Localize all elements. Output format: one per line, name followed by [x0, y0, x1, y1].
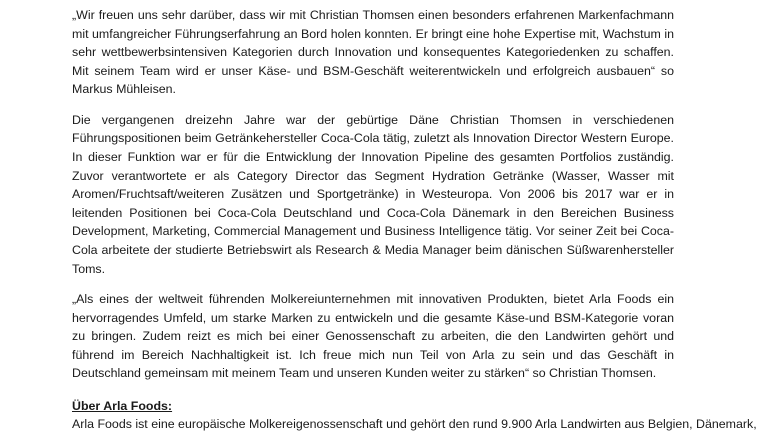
biography-paragraph: Die vergangenen dreizehn Jahre war der gebürtige Däne Christian Thomsen in verschiedenen Führungspositionen beim Getränkehersteller Coca-Cola tätig, zuletzt als Innovation Director Western Europe. In dieser Funktion war er für die Entwicklung der Innovation Pipeline des gesamten Portfolios zuständig. Zuvor verantwortete er als Category Director das Segment Hydration Getränke (Wasser, Wasser mit Aromen/Fruchtsaft/weiteren Zusätzen und Sportgetränke) in Westeuropa. Von 2006 bis 2017 war er in leitenden Positionen bei Coca-Cola Deutschland und Coca-Cola Dänemark in den Bereichen Business Development, Marketing, Commercial Management und Business Intelligence tätig. Vor seiner Zeit bei Coca-Cola arbeitete der studierte Betriebswirt als Research & Media Manager beim dänischen Süßwarenhersteller Toms.	[72, 112, 674, 276]
about-arla-heading: Über Arla Foods:	[72, 398, 173, 413]
about-arla-text: Arla Foods ist eine europäische Molkereigenossenschaft und gehört den rund 9.900 Arla Landwirten aus Belgien, Dänemark,	[72, 417, 757, 432]
quote-muehleisen-paragraph: „Wir freuen uns sehr darüber, dass wir mit Christian Thomsen einen besonders erfahrenen Markenfachmann mit umfangreicher Führungserfahrung an Bord holen konnten. Er bringt eine hohe Expertise mit, Wachstum in sehr wettbewerbsintensiven Kategorien durch Innovation und konsequentes Kategoriedenken zu schaffen. Mit seinem Team wird er unser Käse- und BSM-Geschäft weiterentwickeln und erfolgreich ausbauen“ so Markus Mühleisen.	[72, 8, 674, 97]
quote-thomsen-paragraph: „Als eines der weltweit führenden Molkereiunternehmen mit innovativen Produkten, bietet Arla Foods ein hervorragendes Umfeld, um starke Marken zu entwickeln und die gesamte Käse-und BSM-Kategorie voran zu bringen. Zudem reizt es mich bei einer Genossenschaft zu arbeiten, die den Landwirten gehört und führend im Bereich Nachhaltigkeit ist. Ich freue mich nun Teil von Arla zu sein und das Geschäft in Deutschland gemeinsam mit meinem Team und unseren Kunden weiter zu stärken“ so Christian Thomsen.	[72, 291, 674, 381]
